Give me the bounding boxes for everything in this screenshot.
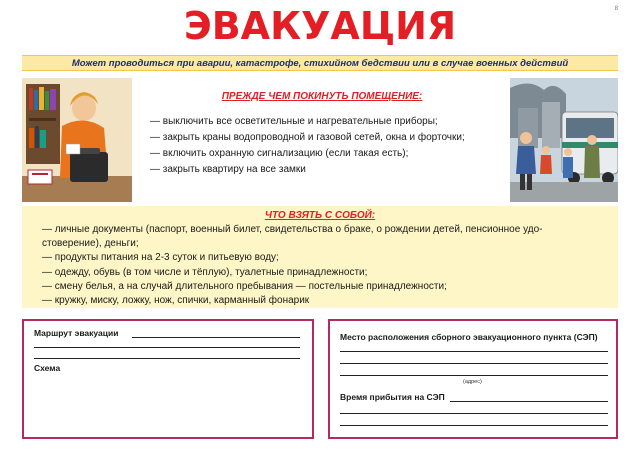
before-leaving-panel xyxy=(136,76,508,200)
scheme-label: Схема xyxy=(34,363,61,373)
sep-location-label: Место расположения сборного эвакуационного пункта (СЭП) xyxy=(340,332,598,342)
list-item: — закрыть краны водопроводной и газовой сетей, окна и форточки; xyxy=(150,132,465,143)
list-item: — закрыть квартиру на все замки xyxy=(150,164,306,175)
route-label: Маршрут эвакуации xyxy=(34,328,119,338)
arrival-time-label: Время прибытия на СЭП xyxy=(340,392,445,402)
list-item: стоверение), деньги; xyxy=(42,238,139,250)
arrival-line[interactable] xyxy=(340,425,608,426)
list-item: — кружку, миску, ложку, нож, спички, карманный фонарик xyxy=(42,295,310,307)
route-line[interactable] xyxy=(34,347,300,348)
page-title: ЭВАКУАЦИЯ xyxy=(183,4,457,48)
evacuation-route-form xyxy=(22,319,314,439)
arrival-time-line[interactable] xyxy=(450,401,608,402)
list-item: — личные документы (паспорт, военный билет, свидетельства о браке, о рождении детей, пенсионное удо- xyxy=(42,224,543,235)
sep-address-line[interactable] xyxy=(340,363,608,364)
people-boarding-bus-illustration xyxy=(510,78,618,202)
sep-address-line[interactable] xyxy=(340,351,608,352)
list-item: — смену белья, а на случай длительного пребывания — постельные принадлежности; xyxy=(42,280,447,292)
route-line[interactable] xyxy=(34,358,300,359)
route-line[interactable] xyxy=(132,337,300,338)
before-leaving-section xyxy=(22,76,618,200)
collection-point-form xyxy=(328,319,618,439)
what-to-take-section xyxy=(22,206,618,308)
what-to-take-list xyxy=(42,223,602,308)
list-item: — продукты питания на 2-3 суток и питьевую воду; xyxy=(42,252,279,264)
what-to-take-heading: ЧТО ВЗЯТЬ С СОБОЙ: xyxy=(264,210,376,221)
before-leaving-heading: ПРЕЖДЕ ЧЕМ ПОКИНУТЬ ПОМЕЩЕНИЕ: xyxy=(221,91,423,102)
before-leaving-list xyxy=(150,114,465,178)
list-item: — включить охранную сигнализацию (если такая есть); xyxy=(150,148,409,159)
list-item: — выключить все осветительные и нагревательные приборы; xyxy=(150,116,438,127)
arrival-line[interactable] xyxy=(340,413,608,414)
list-item: — одежду, обувь (в том числе и тёплую), туалетные принадлежности; xyxy=(42,266,368,278)
sep-address-line[interactable] xyxy=(340,375,608,376)
subtitle-band: Может проводиться при аварии, катастрофе, стихийном бедствии или в случае военных действий xyxy=(22,55,618,71)
address-note: (адрес) xyxy=(463,379,482,385)
woman-packing-illustration xyxy=(22,78,132,202)
page-mark: 8 xyxy=(614,6,618,12)
